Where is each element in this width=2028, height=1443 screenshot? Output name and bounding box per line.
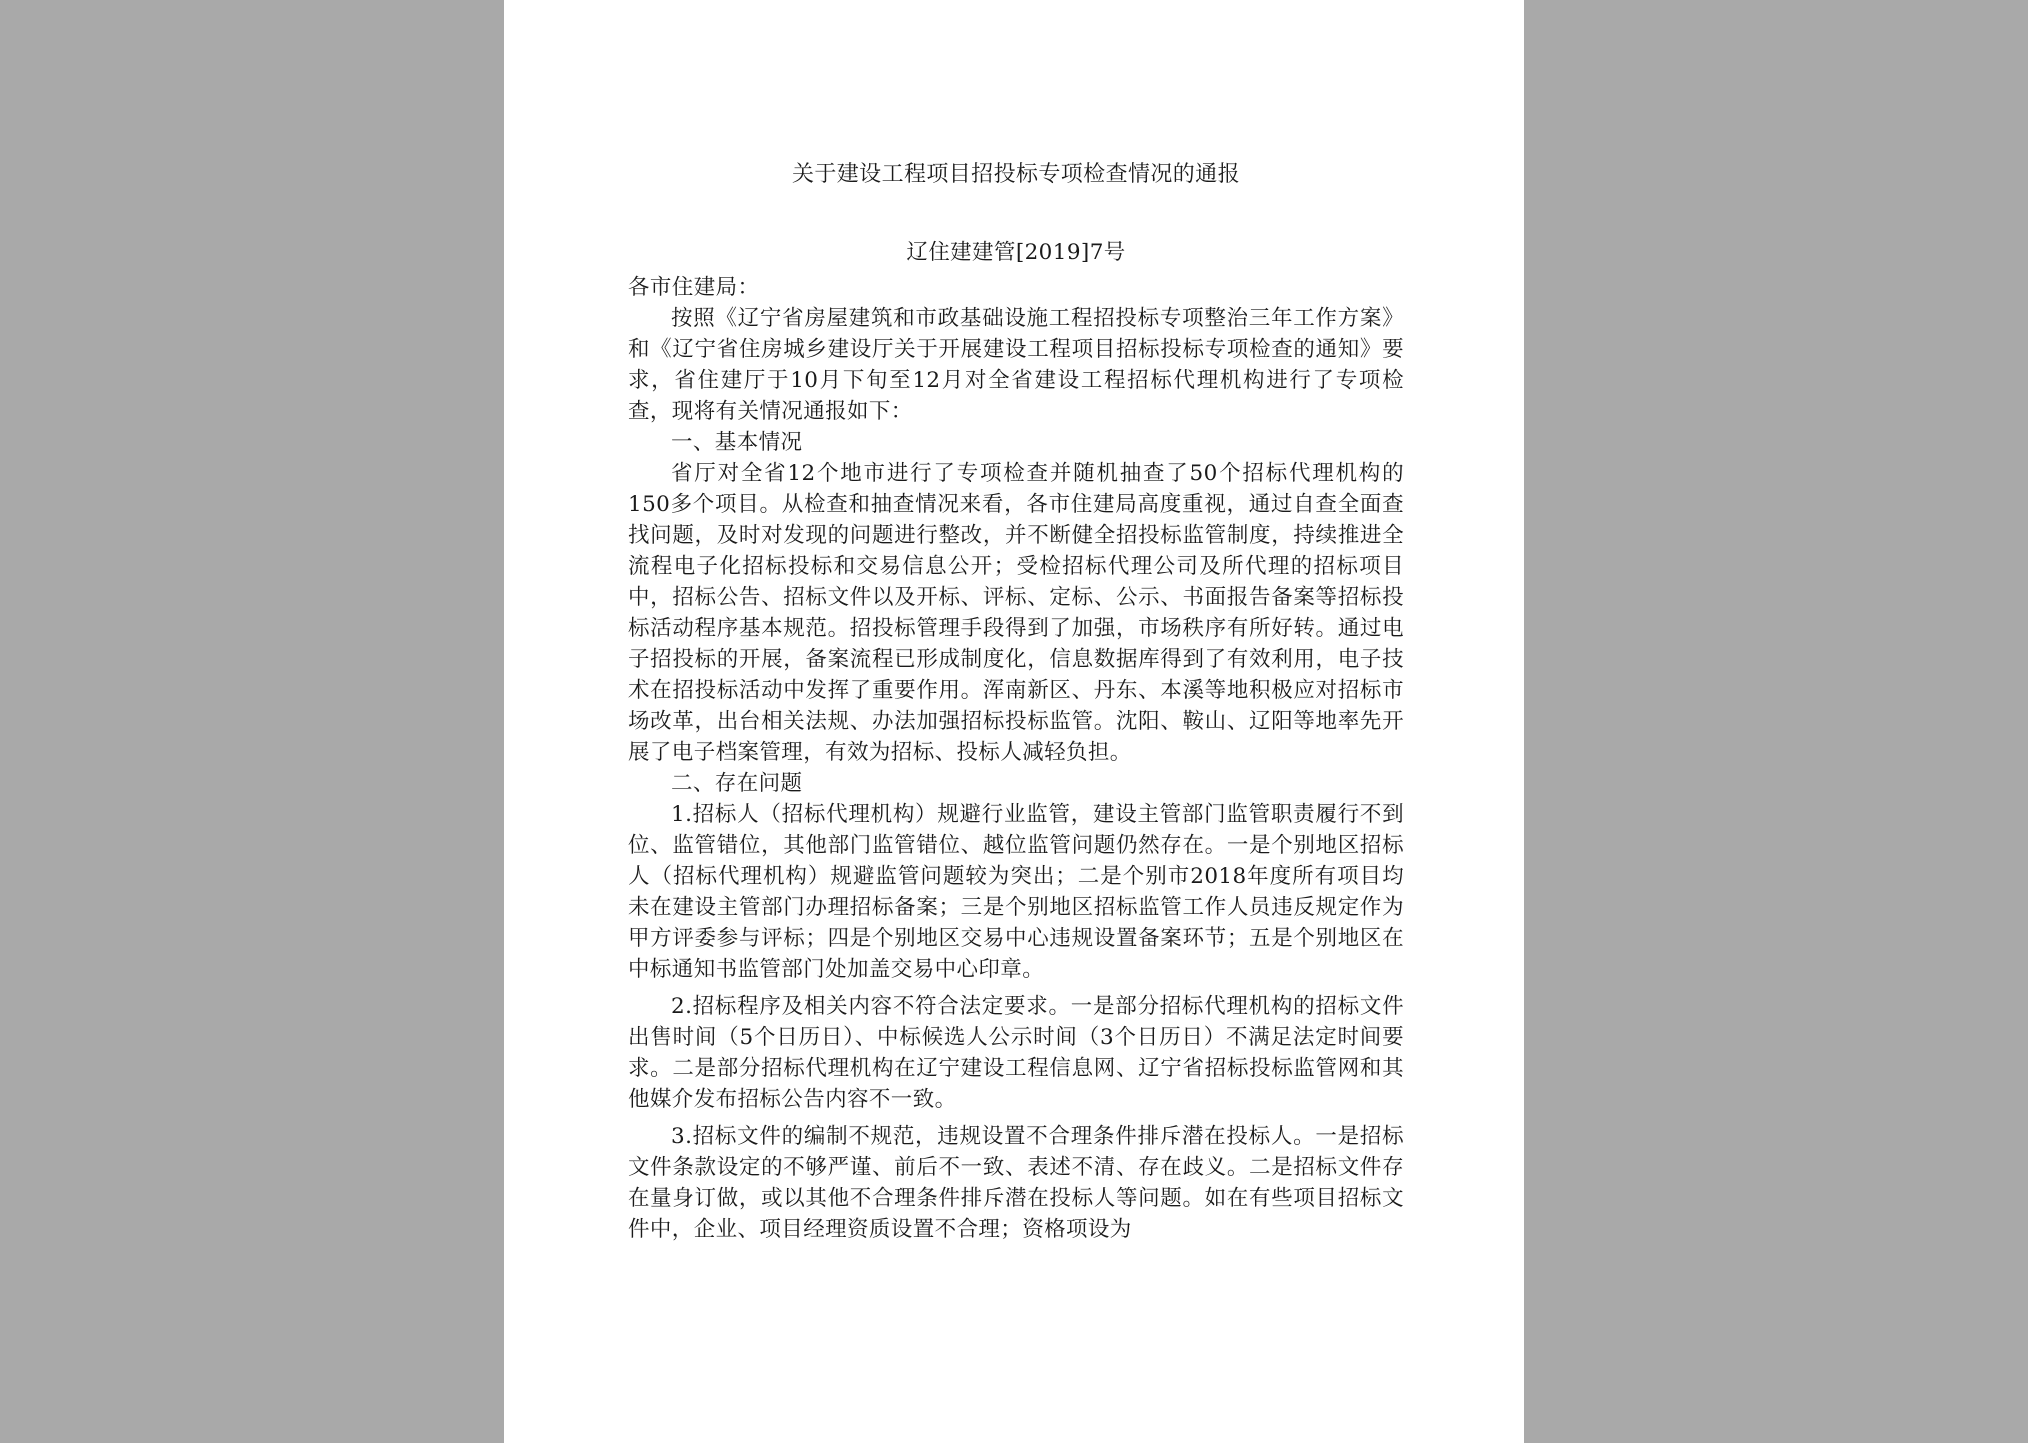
- document-title: 关于建设工程项目招投标专项检查情况的通报: [791, 162, 1240, 187]
- basic-situation-paragraph: 省厅对全省12个地市进行了专项检查并随机抽查了50个招标代理机构的150多个项目。从检查和抽查情况来看，各市住建局高度重视，通过自查全面查找问题，及时对发现的问题进行整改，并不断健全招投标监管制度，持续推进全流程电子化招标投标和交易信息公开；受检招标代理公司及所代理的招标项目中，招标公告、招标文件以及开标、评标、定标、公示、书面报告备案等招标投标活动程序基本规范。招投标管理手段得到了加强，市场秩序有所好转。通过电子招投标的开展，备案流程已形成制度化，信息数据库得到了有效利用，电子技术在招投标活动中发挥了重要作用。浑南新区、丹东、本溪等地积极应对招标市场改革，出台相关法规、办法加强招标投标监管。沈阳、鞍山、辽阳等地率先开展了电子档案管理，有效为招标、投标人减轻负担。: [628, 461, 1404, 765]
- issue-paragraph-2: 2.招标程序及相关内容不符合法定要求。一是部分招标代理机构的招标文件出售时间（5个日历日）、中标候选人公示时间（3个日历日）不满足法定时间要求。二是部分招标代理机构在辽宁建设工程信息网、辽宁省招标投标监管网和其他媒介发布招标公告内容不一致。: [628, 994, 1404, 1112]
- salutation: 各市住建局：: [628, 275, 760, 300]
- issue-paragraph-3: 3.招标文件的编制不规范，违规设置不合理条件排斥潜在投标人。一是招标文件条款设定的不够严谨、前后不一致、表述不清、存在歧义。二是招标文件存在量身订做，或以其他不合理条件排斥潜在投标人等问题。如在有些项目招标文件中，企业、项目经理资质设置不合理；资格项设为: [628, 1124, 1404, 1242]
- document-page: [504, 0, 1524, 1443]
- section-heading-existing-problems: 二、存在问题: [671, 771, 803, 796]
- document-number: 辽住建建管[2019]7号: [906, 240, 1126, 265]
- issue-paragraph-1: 1.招标人（招标代理机构）规避行业监管，建设主管部门监管职责履行不到位、监管错位，其他部门监管错位、越位监管问题仍然存在。一是个别地区招标人（招标代理机构）规避监管问题较为突出；二是个别市2018年度所有项目均未在建设主管部门办理招标备案；三是个别地区招标监管工作人员违反规定作为甲方评委参与评标；四是个别地区交易中心违规设置备案环节；五是个别地区在中标通知书监管部门处加盖交易中心印章。: [628, 802, 1404, 982]
- section-heading-basic-situation: 一、基本情况: [671, 430, 803, 455]
- intro-paragraph: 按照《辽宁省房屋建筑和市政基础设施工程招投标专项整治三年工作方案》和《辽宁省住房城乡建设厅关于开展建设工程项目招标投标专项检查的通知》要求，省住建厅于10月下旬至12月对全省建设工程招标代理机构进行了专项检查，现将有关情况通报如下：: [628, 306, 1404, 424]
